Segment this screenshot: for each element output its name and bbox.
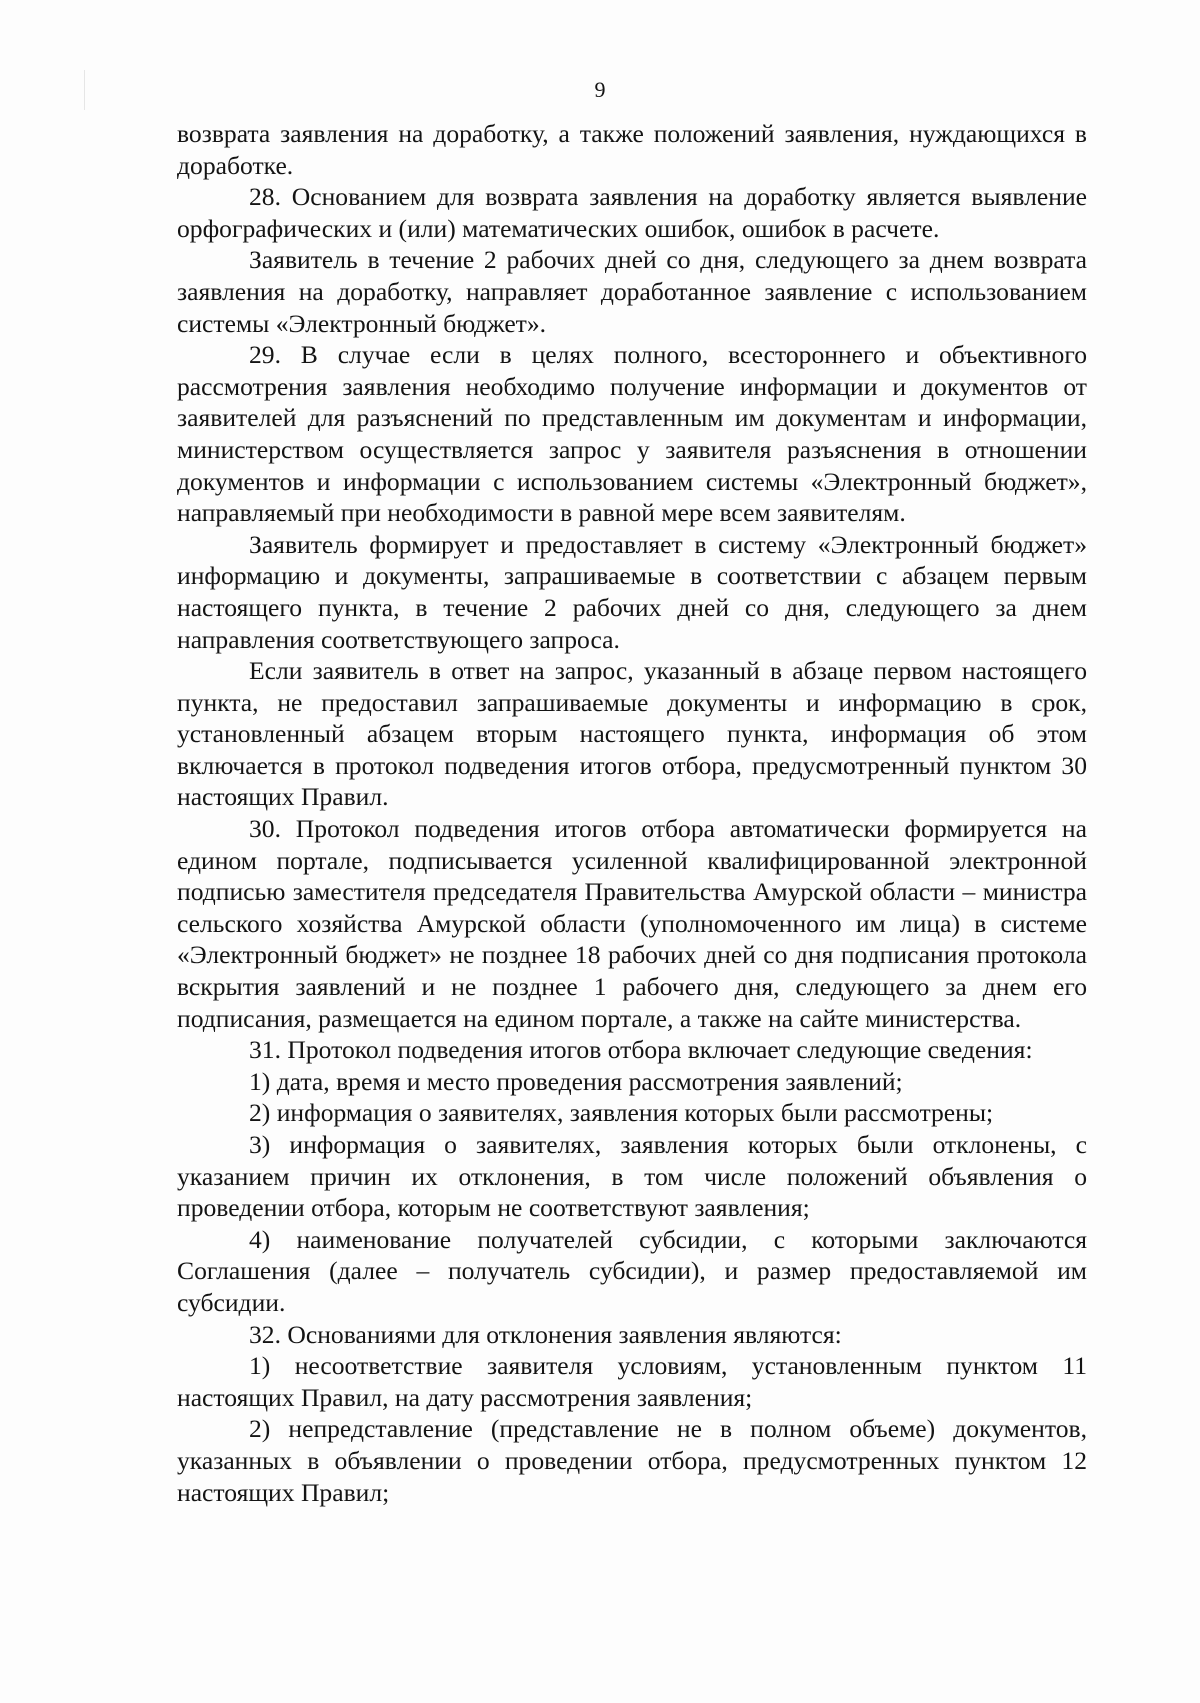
list-item-32-2: 2) непредставление (представление не в полном объеме) документов, указанных в объявлении о проведении отбора, предусмотренных пунктом 12 настоящих Правил;	[177, 1414, 1087, 1507]
document-body	[177, 118, 1087, 1508]
paragraph-clause-32: 32. Основаниями для отклонения заявления являются:	[249, 1319, 842, 1349]
paragraph-clause-29-nonresponse: Если заявитель в ответ на запрос, указанный в абзаце первом настоящего пункта, не предоставил запрашиваемые документы и информацию в срок, установленный абзацем вторым настоящего пункта, информация об этом включается в протокол подведения итогов отбора, предусмотренный пунктом 30 настоящих Правил.	[177, 656, 1087, 812]
list-item-31-3: 3) информация о заявителях, заявления которых были отклонены, с указанием причин их отклонения, в том числе положений объявления о проведении отбора, которым не соответствуют заявления;	[177, 1130, 1087, 1223]
list-item-31-1: 1) дата, время и место проведения рассмотрения заявлений;	[249, 1066, 903, 1096]
list-item-32-1: 1) несоответствие заявителя условиям, установленным пунктом 11 настоящих Правил, на дату рассмотрения заявления;	[177, 1351, 1087, 1412]
paragraph-clause-28-applicant: Заявитель в течение 2 рабочих дней со дня, следующего за днем возврата заявления на доработку, направляет доработанное заявление с использованием системы «Электронный бюджет».	[177, 245, 1087, 338]
list-item-31-2: 2) информация о заявителях, заявления которых были рассмотрены;	[249, 1098, 994, 1128]
paragraph-clause-29: 29. В случае если в целях полного, всестороннего и объективного рассмотрения заявления необходимо получение информации и документов от заявителей для разъяснений по представленным им документам и информации, министерством осуществляется запрос у заявителя разъяснения в отношении документов и информации с использованием системы «Электронный бюджет», направляемый при необходимости в равной мере всем заявителям.	[177, 340, 1087, 528]
list-item-31-4: 4) наименование получателей субсидии, с которыми заключаются Соглашения (далее – получатель субсидии), и размер предоставляемой им субсидии.	[177, 1224, 1087, 1317]
paragraph-clause-28: 28. Основанием для возврата заявления на доработку является выявление орфографических и (или) математических ошибок, ошибок в расчете.	[177, 182, 1087, 243]
paragraph-clause-29-applicant: Заявитель формирует и предоставляет в систему «Электронный бюджет» информацию и документы, запрашиваемые в соответствии с абзацем первым настоящего пункта, в течение 2 рабочих дней со дня, следующего за днем направления соответствующего запроса.	[177, 529, 1087, 654]
page-number: 9	[594, 77, 606, 102]
paragraph-continuation: возврата заявления на доработку, а также положений заявления, нуждающихся в доработке.	[177, 119, 1087, 180]
paragraph-clause-31: 31. Протокол подведения итогов отбора включает следующие сведения:	[249, 1035, 1033, 1065]
paragraph-clause-30: 30. Протокол подведения итогов отбора автоматически формируется на едином портале, подписывается усиленной квалифицированной электронной подписью заместителя председателя Правительства Амурской области – министра сельского хозяйства Амурской области (уполномоченного им лица) в системе «Электронный бюджет» не позднее 18 рабочих дней со дня подписания протокола вскрытия заявлений и не позднее 1 рабочего дня, следующего за днем его подписания, размещается на едином портале, а также на сайте министерства.	[177, 814, 1087, 1033]
